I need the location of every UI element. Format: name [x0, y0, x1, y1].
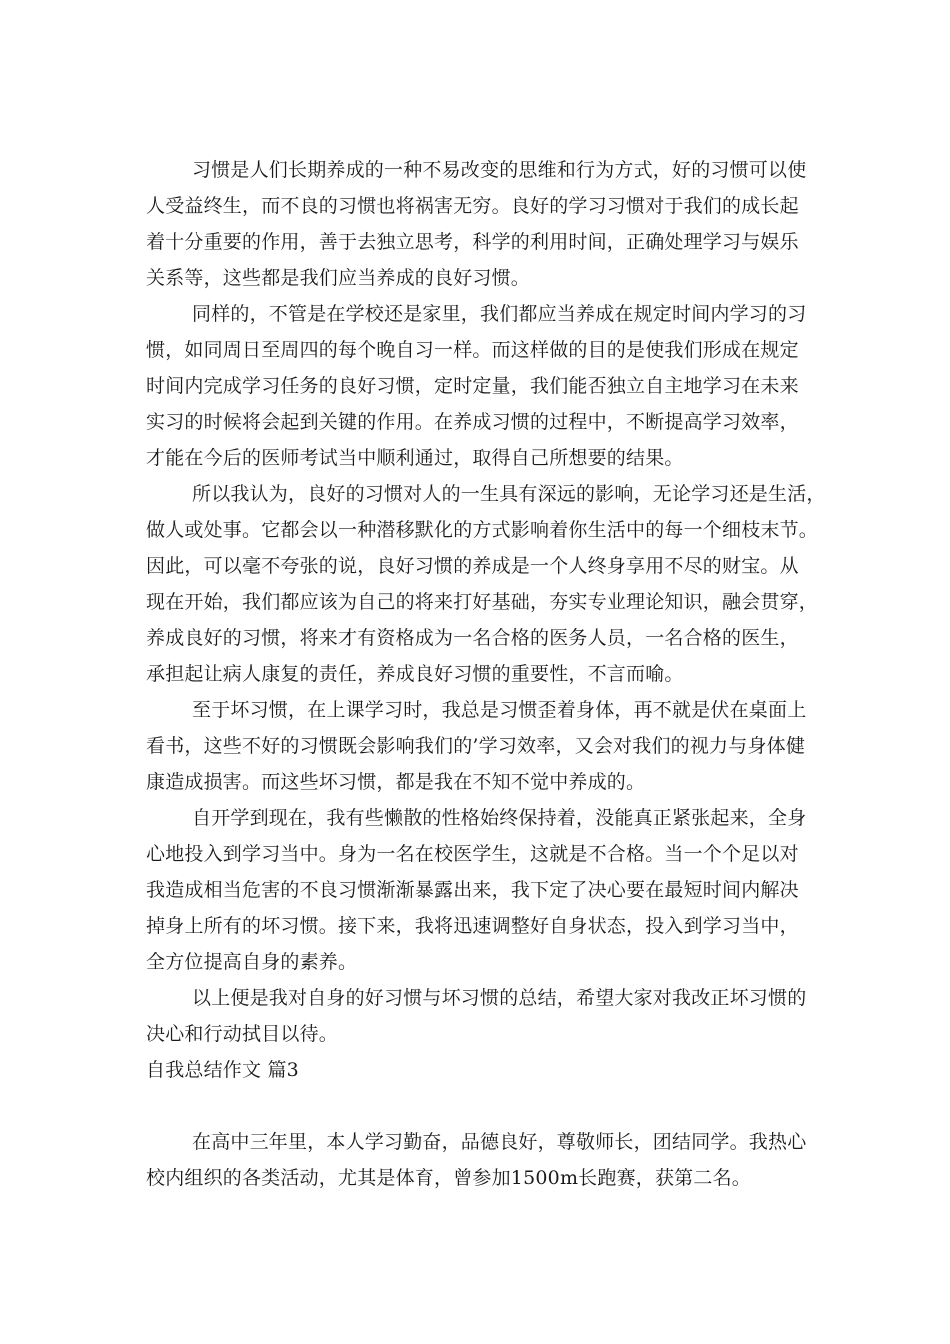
- paragraph-1-line-4: 关系等，这些都是我们应当养成的良好习惯。: [146, 267, 531, 289]
- paragraph-6-line-1: 以上便是我对自身的好习惯与坏习惯的总结，希望大家对我改正坏习惯的: [192, 987, 807, 1009]
- paragraph-2-line-2: 惯，如同周日至周四的每个晚自习一样。而这样做的目的是使我们形成在规定: [146, 339, 799, 361]
- paragraph-1-line-2: 人受益终生，而不良的习惯也将祸害无穷。良好的学习习惯对于我们的成长起: [146, 195, 799, 217]
- paragraph-5-line-3: 我造成相当危害的不良习惯渐渐暴露出来，我下定了决心要在最短时间内解决: [146, 879, 799, 901]
- paragraph-1-line-1: 习惯是人们长期养成的一种不易改变的思维和行为方式，好的习惯可以使: [192, 159, 807, 181]
- paragraph-3-line-3: 因此，可以毫不夸张的说，良好习惯的养成是一个人终身享用不尽的财宝。从: [146, 555, 799, 577]
- paragraph-5-line-2: 心地投入到学习当中。身为一名在校医学生，这就是不合格。当一个个足以对: [146, 843, 799, 865]
- section-paragraph-1-line-2: 校内组织的各类活动，尤其是体育，曾参加1500m长跑赛，获第二名。: [146, 1167, 751, 1189]
- paragraph-3-line-4: 现在开始，我们都应该为自己的将来打好基础，夯实专业理论知识，融会贯穿，: [146, 591, 819, 613]
- paragraph-3-line-6: 承担起让病人康复的责任，养成良好习惯的重要性，不言而喻。: [146, 663, 684, 685]
- paragraph-4-line-3: 康造成损害。而这些坏习惯，都是我在不知不觉中养成的。: [146, 771, 646, 793]
- paragraph-3-line-5: 养成良好的习惯，将来才有资格成为一名合格的医务人员，一名合格的医生，: [146, 627, 799, 649]
- paragraph-1-line-3: 着十分重要的作用，善于去独立思考，科学的利用时间，正确处理学习与娱乐: [146, 231, 799, 253]
- paragraph-2-line-1: 同样的，不管是在学校还是家里，我们都应当养成在规定时间内学习的习: [192, 303, 807, 325]
- paragraph-3-line-2: 做人或处事。它都会以一种潜移默化的方式影响着你生活中的每一个细枝末节。: [146, 519, 819, 541]
- paragraph-3-line-1: 所以我认为，良好的习惯对人的一生具有深远的影响，无论学习还是生活，: [192, 483, 826, 505]
- paragraph-5-line-4: 掉身上所有的坏习惯。接下来，我将迅速调整好自身状态，投入到学习当中，: [146, 915, 799, 937]
- paragraph-2-line-3: 时间内完成学习任务的良好习惯，定时定量，我们能否独立自主地学习在未来: [146, 375, 799, 397]
- paragraph-5-line-1: 自开学到现在，我有些懒散的性格始终保持着，没能真正紧张起来，全身: [192, 807, 807, 829]
- section-heading: 自我总结作文 篇3: [146, 1059, 299, 1081]
- section-paragraph-1-line-1: 在高中三年里，本人学习勤奋，品德良好，尊敬师长，团结同学。我热心: [192, 1131, 807, 1153]
- paragraph-6-line-2: 决心和行动拭目以待。: [146, 1023, 339, 1045]
- paragraph-5-line-5: 全方位提高自身的素养。: [146, 951, 358, 973]
- paragraph-2-line-4: 实习的时候将会起到关键的作用。在养成习惯的过程中，不断提高学习效率，: [146, 411, 799, 433]
- paragraph-2-line-5: 才能在今后的医师考试当中顺利通过，取得自己所想要的结果。: [146, 447, 684, 469]
- paragraph-4-line-1: 至于坏习惯，在上课学习时，我总是习惯歪着身体，再不就是伏在桌面上: [192, 699, 807, 721]
- paragraph-4-line-2: 看书，这些不好的习惯既会影响我们的’学习效率，又会对我们的视力与身体健: [146, 735, 806, 757]
